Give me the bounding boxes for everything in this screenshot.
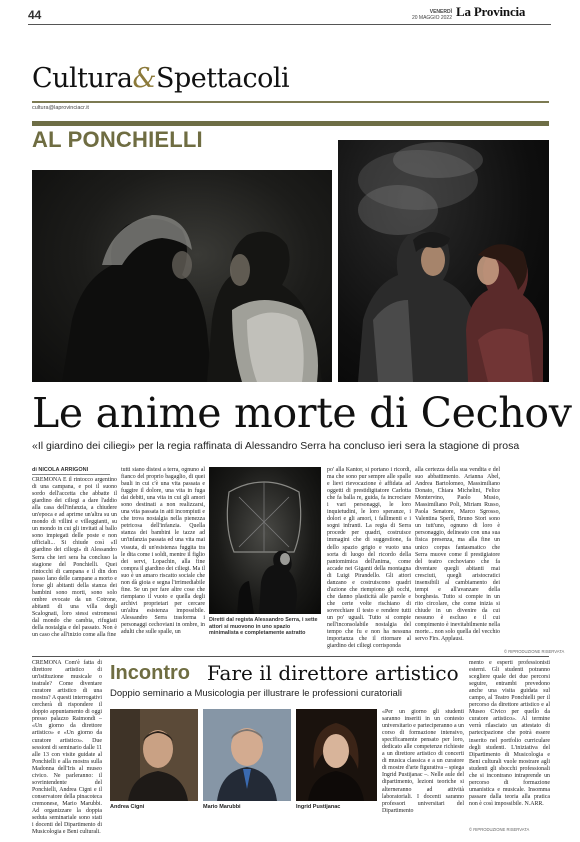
incontro-column-3: mento e esperti professionisti esterni. Gli studenti potranno scegliere quale dei due percorsi seguire, entrambi prevedono anche una visita guidata sul campo, al Teatro Ponchielli per il percorso da direttore artistico e al Museo Civico per quello da curatore artistico». Al termine verrà rilasciato un attestato di partecipazione che potrà essere inserito nel portfolio curriculare degli studenti. L'iniziativa del Dipartimento di Musicologia e Beni culturali vuole mostrare agli studenti gli sbocchi professionali che si incontrano intraprende un percorso di formazione umanistica e musicale. Insomma passare dalla teoria alla pratica non è così impossibile. N.ARR. bbox=[469, 660, 550, 807]
article-byline: di NICOLA ARRIGONI bbox=[32, 467, 89, 473]
article-headline: Le anime morte di Cechov bbox=[32, 389, 572, 437]
section-title bbox=[32, 64, 289, 94]
photo-caption: Diretti dal regista Alessandro Serra, i sette attori si muovono in uno spazio minimalista e completamente astratto bbox=[209, 617, 318, 637]
section-rule bbox=[32, 101, 549, 103]
article-column-3: po' alla Kantor, si portano i ricordi, ma che sono pur sempre alle spalle e lievi rievocazione è affidata ad oggetti di prestidigitatore Carlotta che fa balla re, guida, fa incrociare i vari personaggi, le loro inquietudini, le loro speranze, i dolori e gli amori, i fallimenti e i sogni infranti. La regia di Serra procede per quadri, costruisce immagini che di suggestione, fa dello spazio grigio e vuoto una sorta di luogo del ricordo della pantomimica dell'anima, come accade nei Giganti della montagna di Luigi Pirandello. Gli attori danzano e costruiscono quadri d'azione che riempiono gli occhi, che danno plasticità alle parole e che certe volte rischiano di sovrechiare il testo e rendere tutti un po' uguali. Tutto si compie nell'inconsolabile nostalgia del tempo che fu e non ha nessuna importanza che il ritornare al giardino dei ciliegi corrisponda bbox=[327, 467, 411, 650]
masthead: La Provincia bbox=[456, 4, 526, 19]
section-title-left: Cultura bbox=[32, 63, 133, 94]
portrait-caption-3: Ingrid Pustijanac bbox=[296, 804, 341, 810]
article-divider bbox=[32, 656, 549, 657]
section-title-amp: & bbox=[132, 63, 156, 94]
article-column-2: tutti siano distesi a terra, ognuno al fianco del proprio bagaglio, di quei bauli in cui c'è una vita passata e fuggire il dolore, una vita in fuga dai debiti, una vita in cui gli amori sono destinati a non realizzarsi, una vita passata in atti incompiuti e che trova nostalgia nella pienezza petricosa dell'infanzia. Quella stanza dei bambini le tazze ad un'infanzia passata ed una vita mai vissuta, di un'esistenza fuggita tra le dita come i soldi, mentre il figlio dei servi, Lopachin, alla fine compra il giardino dei ciliegi. Ma il suo è un amaro riscatto sociale che non dà gioia e segna l'irrimediabile fine. Se un per fare altre cose che riempiano il vuoto e quella degli archivi proprietari per cercare un'altra esistenza impossibile. Alessandro Serra trasforma i personaggi cechoviani in ombre, in adulti che sulle spalle, un bbox=[121, 467, 205, 636]
stage-photo-left bbox=[32, 170, 332, 382]
byline-rule bbox=[32, 474, 110, 475]
article-column-4: alla certezza della sua vendita e del suo abbattimento. Arianna Abel, Andrea Bartolomeo, Massimiliano Donato, Chiara Michelini, Felice Montervino, Paolo Musio, Massimiliano Poli, Miriam Russo, Paola Senatore, Marco Sgrosso, Valentina Sperlì, Bruno Stori sono un tutt'uno, ognuno di loro è personaggio, delineato con una sua fisica presenza, ma alla fine un unico corpus fantasmatico che Serra muove come il prestigiatore del teatro cechoviano che fa diventare quegli abitanti mai cresciuti, quegli aristocratici insensibili al cambiamento dei tempi e all'avanzare della borghesia. Tutto si compie in un rito circolare, che come inizia si chiude in un divenire da cui nessuno è escluso e il cui compimento è inevitabilmente nella morte... non solo quella del vecchio servo Firs. Applausi. bbox=[415, 467, 500, 643]
portrait-caption-2: Mario Marubbi bbox=[203, 804, 241, 810]
header-rule bbox=[28, 24, 551, 25]
incontro-column-1: CREMONA Com'è fatta di direttore artistico di un'istituzione musicale o teatrale? Come diventare curatore artistico di una mostra? A questi interrogativi cercherà di rispondere il doppio appuntamento di oggi presso palazzo Raimondi – «Un giorno da direttore artistico» e «Un giorno da curatore artistico». Due sessioni di seminario dalle 11 alle 13 con visite guidate al Ponchielli e alla mostra sulla Madonna dell'Iris al museo civico. Ne parleranno: il sovrintendente del Ponchielli, Andrea Cigni e il conservatore della pinacoteca cremonese, Mario Marubbi. Ad organizzare la doppia seduta seminariale sono stati i docenti del Dipartimento di Musicologia e Beni culturali. bbox=[32, 660, 102, 836]
incontro-kicker: Incontro bbox=[110, 662, 190, 684]
article-signature: © RIPRODUZIONE RISERVATA bbox=[504, 649, 565, 654]
article-column-5 bbox=[504, 467, 550, 649]
article-subhead: «Il giardino dei ciliegi» per la regia raffinata di Alessandro Serra ha concluso ieri sera la stagione di prosa bbox=[32, 440, 520, 452]
incontro-column-2: «Per un giorno gli studenti saranno inseriti in un contesto universitario e parteciperanno a un corso di formazione intensivo, specificamente pensato per loro, dedicato alle competenze richieste a un direttore artistico di concerti di musica classica e a un curatore di mostre d'arte figurativa – spiega Ingrid Pustijanac –. Nelle aule del dipartimento, lezioni teoriche si alterneranno ad attività laboratoriali. I docenti saranno professori universitari del Dipartimento bbox=[382, 709, 464, 814]
stage-photo-right bbox=[338, 140, 549, 382]
issue-date bbox=[392, 9, 452, 21]
article-column-1: CREMONA E il rintocco argentino di una campana, e poi il suono sordo dell'accetta che abbatte il giardino dei ciliegi a dare l'addio alla casa dell'infanzia, a chiudere un'epoca e ad aprirne un'altra su un mondo di villini e villeggianti, su un mondo in cui gli invitati al ballo sono impiegati delle poste e non ufficiali... Si chiude così «Il giardino dei ciliegi» di Alessandro Serra che ieri sera ha concluso la stagione del Ponchielli. Quei rintocchi di campana e il din don passo lano delle campane a morto e forse gli abitanti della stanza dei bambini sono morti, sono solo ombre evocate da un Cotrone, abitanti di una villa degli Scalognati, loro stessi estromessi dal mondo che cambia, rifugiati della nostalgia e del passato. Non è un caso che all'inizio come alla fine bbox=[32, 477, 117, 639]
incontro-signature: © RIPRODUZIONE RISERVATA bbox=[469, 827, 530, 832]
article-kicker: AL PONCHIELLI bbox=[32, 127, 203, 152]
incontro-subhead: Doppio seminario a Musicologia per illustrare le professioni curatoriali bbox=[110, 688, 402, 699]
kicker-bar bbox=[32, 121, 549, 126]
issue-day: VENERDÌ bbox=[429, 9, 452, 15]
portrait-andrea-cigni bbox=[110, 709, 198, 801]
section-email[interactable]: cultura@laprovinciacr.it bbox=[32, 105, 89, 111]
portrait-ingrid-pustijanac bbox=[296, 709, 377, 801]
section-title-right: Spettacoli bbox=[155, 63, 290, 94]
portrait-caption-1: Andrea Cigni bbox=[110, 804, 145, 810]
issue-date-text: 20 MAGGIO 2022 bbox=[411, 15, 452, 21]
incontro-title: Fare il direttore artistico bbox=[207, 661, 459, 685]
portrait-mario-marubbi bbox=[203, 709, 291, 801]
stage-photo-middle bbox=[209, 467, 321, 614]
page-number: 44 bbox=[28, 8, 42, 22]
